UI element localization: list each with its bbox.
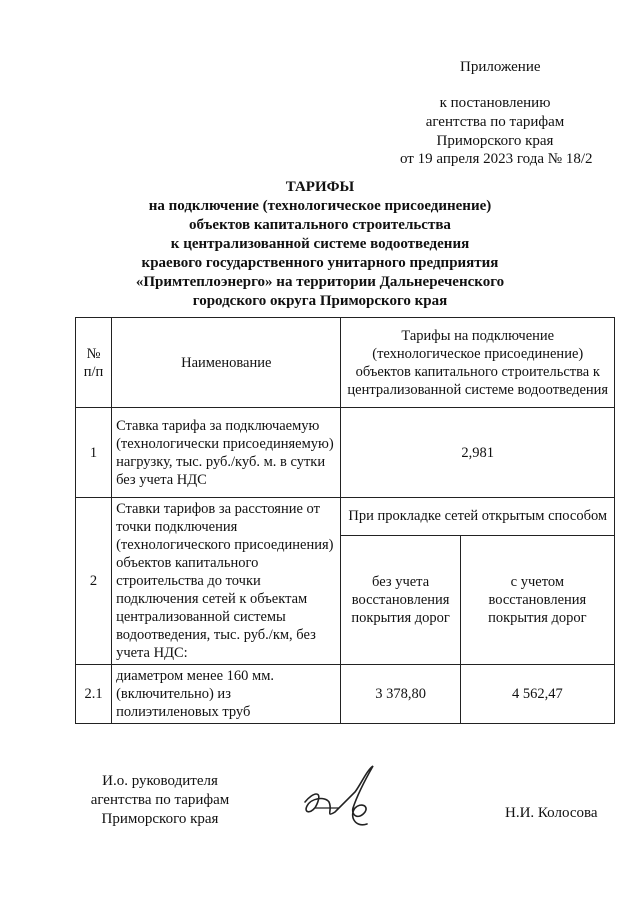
row-name: Ставки тарифов за расстояние от точки подключения (технологического присоединения) объектов капитального строительства до точки подключения сетей к объектам централизованной системы водоотведения, тыс. руб./км, без учета НДС: xyxy=(112,498,341,665)
table-row xyxy=(76,498,615,536)
row-name: диаметром менее 160 мм. (включительно) из полиэтиленовых труб xyxy=(112,665,341,724)
table-header-row xyxy=(76,318,615,408)
appendix-line: агентства по тарифам xyxy=(425,114,565,130)
table-row xyxy=(76,408,615,498)
position-line: И.о. руководителя xyxy=(102,773,218,789)
heading-line: на подключение (технологическое присоединение) xyxy=(148,198,492,214)
row-num: 2 xyxy=(76,498,112,665)
tariff-table xyxy=(75,317,615,724)
row-name: Ставка тарифа за подключаемую (технологически присоединяемую) нагрузку, тыс. руб./куб. м. в сутки без учета НДС xyxy=(112,408,341,498)
heading-line: краевого государственного унитарного предприятия xyxy=(141,255,499,271)
row-num: 2.1 xyxy=(76,665,112,724)
position-line: Приморского края xyxy=(101,811,219,827)
row-value: 2,981 xyxy=(341,408,615,498)
handwritten-signature xyxy=(295,762,405,842)
column-without-restoration: без учета восстановления покрытия дорог xyxy=(341,535,460,664)
appendix-line: к постановлению xyxy=(439,95,551,111)
heading-line: к централизованной системе водоотведения xyxy=(170,236,470,252)
document-title: ТАРИФЫ xyxy=(285,179,355,195)
table-row xyxy=(76,665,615,724)
row-num: 1 xyxy=(76,408,112,498)
signatory-name: Н.И. Колосова xyxy=(505,805,598,821)
header-name: Наименование xyxy=(112,318,341,408)
value-with-restoration: 4 562,47 xyxy=(460,665,614,724)
column-with-restoration: с учетом восстановления покрытия дорог xyxy=(460,535,614,664)
header-tariff: Тарифы на подключение (технологическое присоединение) объектов капитального строительства к централизованной системе водоотведения xyxy=(341,318,615,408)
position-line: агентства по тарифам xyxy=(90,792,230,808)
value-without-restoration: 3 378,80 xyxy=(341,665,460,724)
signatory-position xyxy=(80,772,240,829)
header-num: № п/п xyxy=(76,318,112,408)
appendix-reference xyxy=(380,94,610,151)
appendix-title: Приложение xyxy=(460,59,541,75)
appendix-line: Приморского края xyxy=(436,133,554,149)
heading-line: «Примтеплоэнерго» на территории Дальнереченского xyxy=(135,274,505,290)
heading-line: городского округа Приморского края xyxy=(192,293,448,309)
laying-method: При прокладке сетей открытым способом xyxy=(341,498,615,536)
document-heading xyxy=(60,178,580,311)
heading-line: объектов капитального строительства xyxy=(189,217,451,233)
appendix-date: от 19 апреля 2023 года № 18/2 xyxy=(400,151,593,167)
